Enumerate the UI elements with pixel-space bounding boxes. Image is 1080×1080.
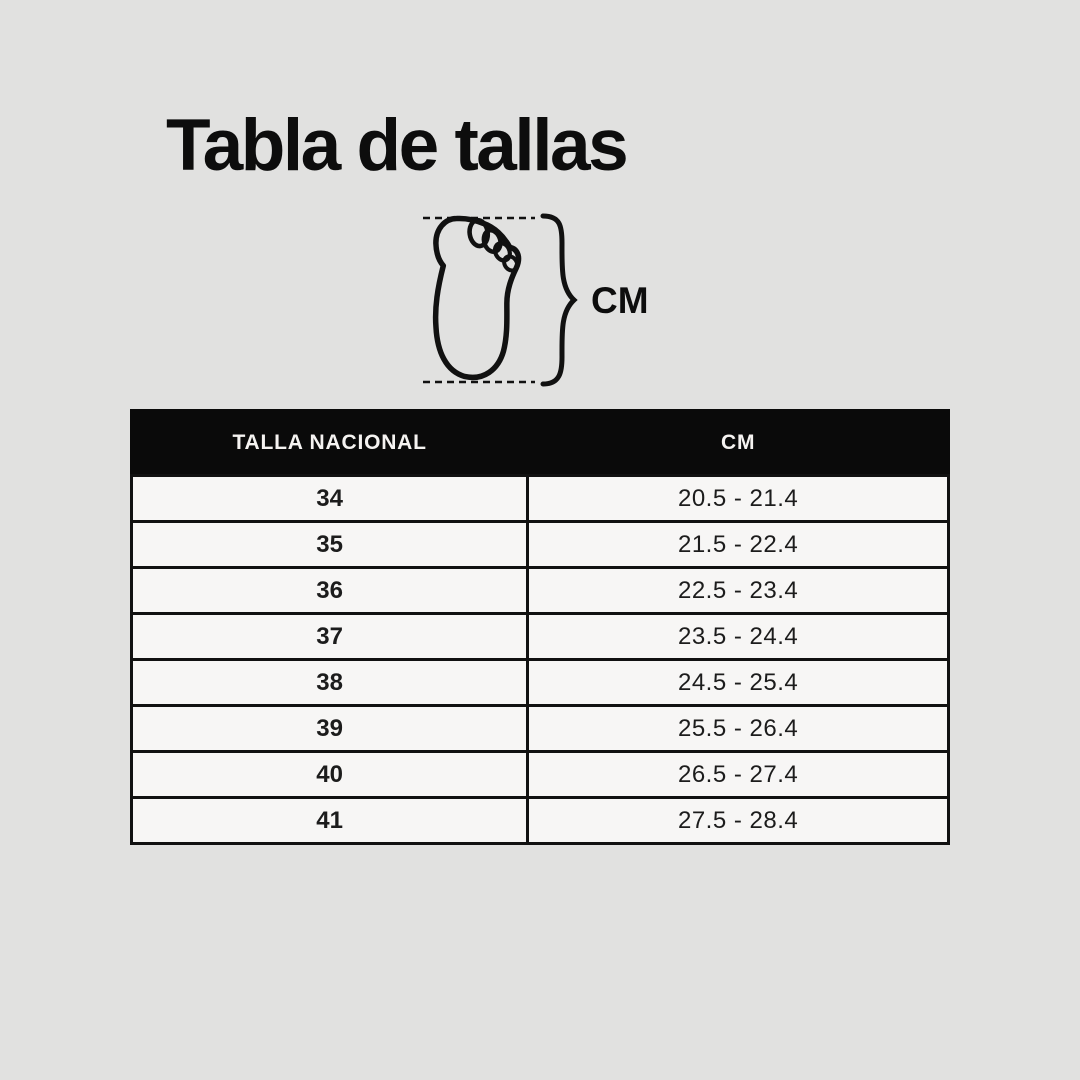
table-row [132, 706, 949, 752]
table-header-row [132, 411, 949, 476]
size-table [130, 409, 950, 845]
size-value: 35 [132, 522, 528, 568]
column-header-talla-nacional: TALLA NACIONAL [132, 411, 528, 476]
foot-measurement-figure [415, 206, 675, 394]
size-table-body [132, 476, 949, 844]
size-value: 34 [132, 476, 528, 522]
foot-sole-icon [427, 216, 523, 381]
cm-range: 22.5 - 23.4 [528, 568, 949, 614]
table-row [132, 752, 949, 798]
size-value: 39 [132, 706, 528, 752]
table-row [132, 476, 949, 522]
table-row [132, 798, 949, 844]
dashed-measure-lines [423, 218, 535, 382]
cm-range: 21.5 - 22.4 [528, 522, 949, 568]
size-value: 36 [132, 568, 528, 614]
page-title: Tabla de tallas [166, 105, 627, 186]
cm-range: 26.5 - 27.4 [528, 752, 949, 798]
table-row [132, 522, 949, 568]
size-value: 40 [132, 752, 528, 798]
size-value: 41 [132, 798, 528, 844]
column-header-cm: CM [528, 411, 949, 476]
cm-range: 24.5 - 25.4 [528, 660, 949, 706]
size-value: 38 [132, 660, 528, 706]
size-table-header [132, 411, 949, 476]
table-row [132, 660, 949, 706]
cm-range: 20.5 - 21.4 [528, 476, 949, 522]
cm-range: 27.5 - 28.4 [528, 798, 949, 844]
unit-label: CM [591, 280, 649, 321]
cm-range: 23.5 - 24.4 [528, 614, 949, 660]
foot-measure-graphic [415, 206, 675, 394]
size-value: 37 [132, 614, 528, 660]
table-row [132, 614, 949, 660]
curly-brace-icon [543, 216, 574, 384]
cm-range: 25.5 - 26.4 [528, 706, 949, 752]
table-row [132, 568, 949, 614]
